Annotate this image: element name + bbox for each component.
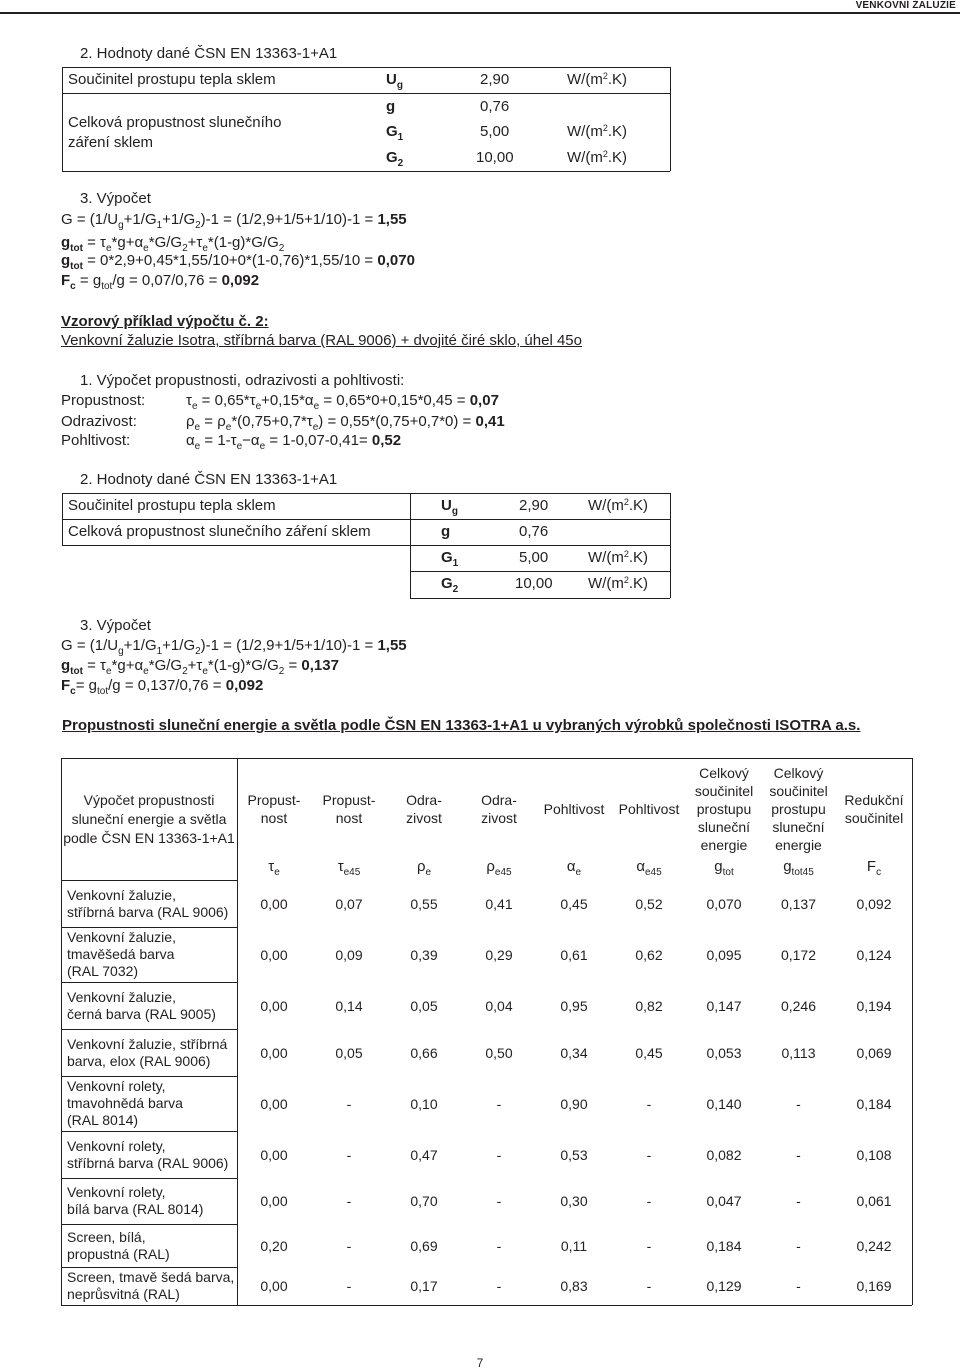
corner-label-line: Výpočet propustnosti	[83, 792, 215, 808]
column-header-line: sluneční	[697, 819, 751, 835]
column-header-line: energie	[775, 837, 822, 853]
column-header-line: Pohltivost	[543, 801, 605, 817]
column-header-line: zivost	[406, 810, 442, 826]
table-cell: -	[346, 1237, 352, 1254]
column-header-line: Propust-	[322, 792, 376, 808]
transmittance-table	[61, 758, 912, 1305]
column-symbol: $g_{tot45}$	[783, 858, 814, 878]
table-cell: 0,09	[335, 946, 363, 963]
section-title: VENKOVNÍ ŽALUZIE	[855, 0, 956, 11]
table-cell: 0,124	[856, 946, 892, 963]
b1-unit-2: $W/(m^2.K)$	[567, 123, 628, 140]
table-cell: 0,00	[260, 1044, 288, 1061]
table-cell: 0,00	[260, 1193, 288, 1209]
row-label-line: černá barva (RAL 9005)	[67, 1005, 216, 1022]
table-rule	[912, 758, 913, 1305]
table-cell: 0,184	[706, 1237, 742, 1254]
divider	[670, 67, 671, 171]
table-cell: 0,53	[560, 1146, 588, 1163]
table-cell: 0,39	[410, 946, 438, 963]
table-cell: 0,34	[560, 1044, 588, 1061]
column-symbol: $g_{tot}$	[714, 858, 734, 878]
divider	[62, 67, 63, 171]
table-cell: -	[496, 1237, 502, 1254]
table-cell: 0,41	[485, 895, 513, 912]
table-cell: 0,069	[856, 1044, 892, 1061]
table-cell: -	[646, 1237, 652, 1254]
column-header-line: sluneční	[772, 819, 825, 835]
row-label-line: neprůsvitná (RAL)	[67, 1286, 180, 1302]
row-label-line: stříbrná barva (RAL 9006)	[67, 903, 229, 920]
b2-val-0: 2,90	[519, 497, 549, 514]
b1-sym-1: g	[386, 98, 396, 115]
column-header-line: zivost	[481, 810, 517, 826]
row-label-line: (RAL 7032)	[67, 963, 139, 979]
table-cell: 0,95	[560, 997, 588, 1014]
column-symbol: $\alpha_{e45}$	[636, 858, 662, 878]
table-cell: -	[346, 1146, 352, 1163]
divider	[410, 571, 670, 572]
table-cell: 0,095	[706, 946, 742, 963]
table-cell: 0,00	[260, 946, 288, 963]
table-cell: 0,45	[560, 895, 588, 912]
row-label-line: stříbrná barva (RAL 9006)	[67, 1154, 229, 1171]
row-label-line: Screen, bílá,	[67, 1228, 146, 1245]
table-cell: 0,90	[560, 1095, 588, 1112]
table-cell: 0,172	[780, 946, 817, 963]
b2-sym-1: g	[441, 523, 451, 540]
row-label-line: Screen, tmavě šedá barva,	[67, 1269, 235, 1285]
table-cell: 0,092	[856, 895, 892, 912]
column-symbol: $\tau_{e45}$	[337, 858, 361, 878]
row-label-line: (RAL 8014)	[67, 1112, 139, 1128]
column-header-line: Pohltivost	[618, 801, 680, 817]
table-cell: 0,246	[780, 997, 817, 1014]
corner-label-line: podle ČSN EN 13363-1+A1	[63, 830, 235, 846]
b2-val-2: 5,00	[519, 549, 549, 566]
b1-label-1: Celková propustnost slunečního	[68, 114, 282, 131]
b2-label-0: Součinitel prostupu tepla sklem	[68, 497, 276, 514]
table-cell: 0,10	[410, 1095, 438, 1112]
column-header-line: prostupu	[696, 801, 752, 817]
column-symbol: $\rho_{e45}$	[486, 858, 512, 878]
ex-r2: $\rho_e = \rho_e*(0,75+0,7*\tau_e) = 0,55*(0,75+0,7*0) = 0,41$	[186, 413, 505, 433]
table-cell: 0,05	[335, 1044, 363, 1061]
column-header-line: Odra-	[406, 792, 442, 808]
table-cell: -	[646, 1146, 652, 1163]
table-cell: 0,14	[335, 997, 363, 1014]
table-cell: 0,00	[260, 1146, 288, 1163]
table-cell: 0,47	[410, 1146, 438, 1163]
row-divider	[61, 927, 237, 928]
table-cell: 0,00	[260, 1095, 288, 1112]
table-cell: 0,62	[635, 946, 663, 963]
calc1-line3: $g_{tot} = 0*2,9+0,45*1,55/10+0*(1-0,76)*1,55/10 = 0,070$	[61, 252, 415, 272]
column-header-line: prostupu	[771, 801, 826, 817]
divider	[62, 67, 670, 68]
b2-unit-2: $W/(m^2.K)$	[588, 549, 649, 566]
table-cell: 0,17	[410, 1278, 438, 1294]
column-symbol: $F_c$	[866, 858, 882, 878]
calc2-line1: $G = (1/U_g+1/G_1+1/G_2)-1 = (1/2,9+1/5+1/10)-1 = 1,55$	[61, 637, 407, 657]
example-h1: 1. Výpočet propustnosti, odrazivosti a pohltivosti:	[80, 372, 405, 389]
row-divider	[61, 1178, 237, 1179]
row-divider	[61, 1224, 237, 1225]
block2-heading: 2. Hodnoty dané ČSN EN 13363-1+A1	[80, 471, 338, 488]
table-cell: 0,70	[410, 1193, 438, 1209]
b2-val-1: 0,76	[519, 523, 549, 540]
row-divider	[61, 982, 237, 983]
row-label-line: Venkovní žaluzie,	[67, 886, 176, 903]
row-label-line: barva, elox (RAL 9006)	[67, 1052, 211, 1069]
calc1-line4: $F_c = g_{tot}/g = 0,07/0,76 = 0,092$	[61, 272, 260, 292]
table-cell: 0,11	[560, 1237, 588, 1254]
b1-val-2: 5,00	[480, 123, 510, 140]
table-cell: 0,00	[260, 997, 288, 1014]
column-header-line: Propust-	[247, 792, 301, 808]
table-cell: 0,129	[706, 1278, 742, 1294]
row-label-line: Venkovní žaluzie, stříbrná	[67, 1035, 228, 1052]
calc2-heading: 3. Výpočet	[80, 617, 151, 634]
table-cell: 0,169	[856, 1278, 892, 1294]
row-divider	[61, 1076, 237, 1077]
column-header-line: energie	[700, 837, 748, 853]
b2-val-3: 10,00	[515, 575, 553, 592]
column-header-line: nost	[335, 810, 363, 826]
column-header-line: nost	[260, 810, 288, 826]
table-rule	[237, 758, 238, 1305]
calc1-line1: $G = (1/U_g+1/G_1+1/G_2)-1 = (1/2,9+1/5+1/10)-1 = 1,55$	[61, 211, 407, 231]
column-header-line: Redukční	[844, 792, 904, 808]
table-cell: -	[496, 1278, 502, 1294]
divider	[62, 493, 63, 545]
divider	[410, 598, 670, 599]
table-cell: -	[796, 1146, 801, 1163]
table-cell: 0,20	[260, 1237, 288, 1254]
table-cell: 0,83	[560, 1278, 588, 1294]
table-cell: 0,50	[485, 1044, 513, 1061]
table-cell: -	[796, 1193, 801, 1209]
table-cell: 0,30	[560, 1193, 588, 1209]
row-label-line: Venkovní rolety,	[67, 1137, 166, 1154]
b1-unit-3: $W/(m^2.K)$	[567, 149, 628, 166]
b1-label-0: Součinitel prostupu tepla sklem	[68, 71, 276, 88]
table-cell: -	[346, 1193, 352, 1209]
table-cell: 0,61	[560, 946, 588, 963]
calc2-line2: $g_{tot} = \tau_e*g+\alpha_e*G/G_2+\tau_e*(1-g)*G/G_2 = 0,137$	[61, 657, 339, 677]
row-divider	[61, 1267, 237, 1268]
table-cell: 0,061	[856, 1193, 892, 1209]
table-rule	[61, 880, 237, 881]
table-cell: 0,082	[706, 1146, 742, 1163]
row-label-line: bílá barva (RAL 8014)	[67, 1201, 204, 1217]
divider	[62, 171, 670, 172]
table-cell: 0,070	[706, 895, 742, 912]
table-cell: -	[496, 1146, 502, 1163]
header-bar	[0, 0, 960, 14]
table-cell: 0,194	[856, 997, 892, 1014]
divider	[62, 519, 670, 520]
row-label-line: Venkovní rolety,	[67, 1184, 166, 1200]
b2-label-1: Celková propustnost slunečního záření sklem	[68, 523, 371, 540]
table-cell: -	[346, 1095, 352, 1112]
b1-unit-0: $W/(m^2.K)$	[567, 71, 628, 88]
row-divider	[61, 1029, 237, 1030]
table-cell: 0,053	[706, 1044, 742, 1061]
divider	[62, 493, 670, 494]
calc1-line2: $g_{tot} = \tau_e*g+\alpha_e*G/G_2+\tau_e*(1-g)*G/G_2$	[61, 234, 285, 254]
table-cell: -	[646, 1095, 652, 1112]
ex-r3: $\alpha_e = 1-\tau_e-\alpha_e = 1-0,07-0,41= 0,52$	[186, 432, 402, 452]
calc2-line3: $F_c= g_{tot}/g = 0,137/0,76 = 0,092$	[61, 677, 264, 697]
b2-unit-0: $W/(m^2.K)$	[588, 497, 649, 514]
table-cell: 0,05	[410, 997, 438, 1014]
divider	[670, 493, 671, 598]
table-cell: 0,047	[706, 1193, 742, 1209]
main-title: Propustnosti sluneční energie a světla podle ČSN EN 13363-1+A1 u vybraných výrobků společnosti ISOTRA a.s.	[62, 717, 861, 734]
column-header-line: Celkový	[699, 765, 749, 781]
column-header-line: Odra-	[481, 792, 517, 808]
row-label-line: Venkovní žaluzie,	[67, 929, 176, 945]
table-cell: -	[796, 1095, 801, 1112]
corner-label-line: sluneční energie a světla	[71, 811, 227, 827]
b1-sym-2: $G_1$	[386, 123, 404, 143]
ex-r1: $\tau_e = 0,65*\tau_e+0,15*\alpha_e = 0,65*0+0,15*0,45 = 0,07$	[186, 392, 499, 412]
b2-sym-2: $G_1$	[441, 549, 459, 569]
ex-r2-label: Odrazivost:	[61, 413, 137, 430]
table-cell: 0,55	[410, 895, 438, 912]
table-rule	[61, 1305, 912, 1306]
table-cell: 0,184	[856, 1095, 892, 1112]
divider	[62, 545, 670, 546]
column-symbol: $\alpha_e$	[566, 858, 582, 878]
row-label-line: Venkovní žaluzie,	[67, 988, 176, 1005]
b1-sym-3: $G_2$	[386, 149, 404, 169]
row-divider	[61, 1131, 237, 1132]
b2-sym-3: $G_2$	[441, 575, 459, 595]
table-cell: -	[796, 1278, 801, 1294]
divider	[410, 493, 411, 598]
calc1-heading: 3. Výpočet	[80, 190, 151, 207]
b1-sym-0: $U_g$	[386, 71, 403, 91]
b1-val-0: 2,90	[480, 71, 510, 88]
table-cell: 0,66	[410, 1044, 438, 1061]
table-cell: 0,82	[635, 997, 663, 1014]
table-cell: 0,69	[410, 1237, 438, 1254]
divider	[62, 93, 670, 94]
row-label-line: propustná (RAL)	[67, 1245, 170, 1262]
row-label-line: Venkovní rolety,	[67, 1078, 166, 1094]
table-cell: 0,147	[706, 997, 742, 1014]
table-cell: 0,137	[780, 895, 817, 912]
ex-r3-label: Pohltivost:	[61, 432, 131, 449]
table-cell: -	[646, 1193, 652, 1209]
table-cell: -	[796, 1237, 801, 1254]
column-symbol: $\tau_e$	[268, 858, 280, 878]
table-cell: 0,242	[856, 1237, 892, 1254]
row-label-line: tmavěšedá barva	[67, 946, 175, 962]
table-cell: 0,07	[335, 895, 363, 912]
table-cell: 0,52	[635, 895, 663, 912]
column-header-line: součinitel	[694, 783, 754, 799]
table-cell: 0,04	[485, 997, 513, 1014]
ex-r1-label: Propustnost:	[61, 392, 146, 409]
table-cell: 0,00	[260, 1278, 288, 1294]
b1-label-1b: záření sklem	[68, 134, 154, 151]
column-header-line: Celkový	[773, 765, 824, 781]
row-label-line: tmavohnědá barva	[67, 1095, 183, 1111]
example-title: Vzorový příklad výpočtu č. 2:	[61, 313, 269, 330]
block1-heading: 2. Hodnoty dané ČSN EN 13363-1+A1	[80, 45, 338, 62]
b2-unit-3: $W/(m^2.K)$	[588, 575, 649, 592]
column-symbol: $\rho_e$	[416, 858, 432, 878]
table-rule	[61, 758, 912, 759]
b2-sym-0: $U_g$	[441, 497, 458, 517]
table-cell: -	[646, 1278, 652, 1294]
table-cell: -	[496, 1193, 502, 1209]
b1-val-1: 0,76	[480, 98, 510, 115]
table-cell: 0,29	[485, 946, 513, 963]
example-subtitle: Venkovní žaluzie Isotra, stříbrná barva (RAL 9006) + dvojité čiré sklo, úhel 45o	[61, 332, 582, 349]
table-cell: 0,45	[635, 1044, 663, 1061]
b1-val-3: 10,00	[476, 149, 514, 166]
table-cell: -	[496, 1095, 502, 1112]
table-cell: 0,113	[781, 1044, 816, 1061]
column-header-line: součinitel	[844, 810, 904, 826]
column-header-line: součinitel	[769, 783, 828, 799]
table-cell: 0,00	[260, 895, 288, 912]
table-cell: 0,108	[856, 1146, 892, 1163]
table-cell: 0,140	[706, 1095, 742, 1112]
page-number: 7	[476, 1356, 484, 1370]
table-cell: -	[346, 1278, 352, 1294]
